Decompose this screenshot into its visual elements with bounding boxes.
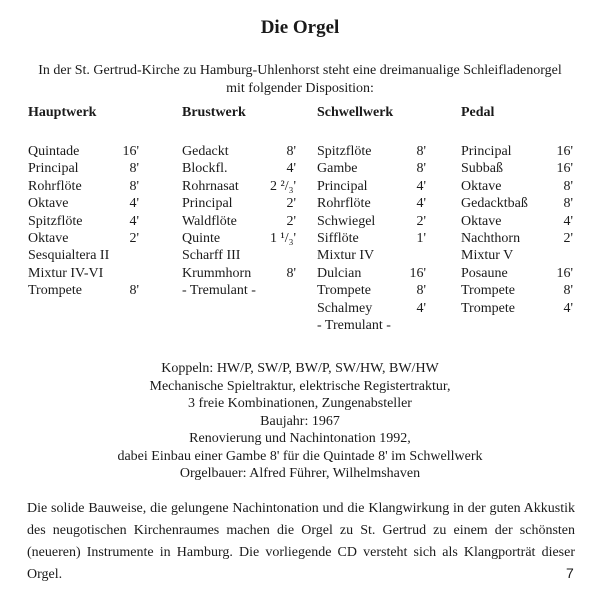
spec-line: Renovierung und Nachintonation 1992, [189,431,411,446]
division-heading: Brustwerk [182,105,246,120]
stop-row [182,160,296,177]
stop-row [461,300,573,317]
stop-row [28,178,139,195]
stop-name: Rohrflöte [28,178,82,194]
stop-pitch: 1 ¹/₃' [270,230,296,246]
stop-name: Scharff III [182,248,241,264]
stop-name: Sesquialtera II [28,248,110,264]
stop-name: Rohrnasat [182,178,239,194]
stop-name: Mixtur IV [317,248,375,264]
stop-row [317,160,426,177]
spec-line: Koppeln: HW/P, SW/P, BW/P, SW/HW, BW/HW [161,361,439,376]
page-title: Die Orgel [260,17,340,38]
stop-row [182,282,296,299]
stop-pitch: 4' [416,196,426,212]
stop-name: Blockfl. [182,161,228,177]
stop-pitch: 8' [286,265,296,281]
stop-row [461,143,573,160]
stop-name: Oktave [28,196,69,212]
stop-name: Nachthorn [461,230,521,246]
stop-pitch: 4' [563,300,573,316]
stop-row [182,230,296,247]
stop-row [28,143,139,160]
stop-pitch: 2' [286,213,296,229]
stop-pitch: 4' [286,161,296,177]
stop-pitch: 8' [563,283,573,299]
stop-name: Mixtur IV-VI [28,265,104,281]
stop-name: Mixtur V [461,248,514,264]
stop-name: Dulcian [317,265,362,281]
stop-name: Spitzflöte [317,144,372,159]
stop-row [461,282,573,299]
stop-row [317,195,426,212]
stop-row [28,265,139,282]
stop-pitch: 4' [563,213,573,229]
stop-row [28,160,139,177]
stop-row [182,195,296,212]
stop-pitch: 8' [129,178,139,194]
stop-pitch: 2' [286,196,296,212]
stop-name: Oktave [461,213,502,229]
stop-row [317,300,426,317]
stop-row [28,247,139,264]
closing-paragraph [27,498,575,586]
stop-pitch: 8' [416,161,426,177]
stop-pitch: 2' [129,230,139,246]
stop-row [317,178,426,195]
spec-line: Mechanische Spieltraktur, elektrische Registertraktur, [149,378,451,394]
stop-name: - Tremulant - [182,283,256,299]
division-heading: Hauptwerk [28,105,97,120]
stop-row [182,178,296,195]
stop-name: Spitzflöte [28,213,83,229]
stop-pitch: 16' [556,161,573,177]
stop-name: Trompete [317,283,371,299]
stop-pitch: 8' [563,196,573,212]
stop-pitch: 16' [409,265,426,281]
organ-specs [0,360,600,483]
stop-row [182,143,296,160]
stop-row [461,195,573,212]
stop-name: Sifflöte [317,230,359,246]
stop-pitch: 4' [129,213,139,229]
stop-name: Trompete [28,283,82,299]
stop-pitch: 2' [563,230,573,246]
stop-row [317,282,426,299]
stop-name: Schalmey [317,300,373,316]
stop-name: Schwiegel [317,213,376,229]
stop-row [28,230,139,247]
stop-pitch: 8' [563,178,573,194]
stop-name: Principal [182,196,233,212]
stop-name: Trompete [461,300,515,316]
stop-name: Principal [461,144,512,159]
paragraph-line: Die solide Bauweise, die gelungene Nachintonation und die Klangwirkung in der guten Akkustik [27,501,575,516]
stop-row [317,265,426,282]
stop-pitch: 8' [129,161,139,177]
intro-line: mit folgender Disposition: [226,81,374,96]
division-heading: Pedal [461,105,495,120]
division-schwellwerk [317,104,426,334]
stop-name: Trompete [461,283,515,299]
stop-name: Subbaß [461,161,503,177]
stop-row [182,265,296,282]
stop-name: Quintade [28,144,80,159]
stop-row [317,213,426,230]
division-heading: Schwellwerk [317,105,394,120]
stop-name: Oktave [461,178,502,194]
spec-line: Baujahr: 1967 [260,413,340,429]
stop-pitch: 8' [286,144,296,159]
stop-row [182,213,296,230]
division-brustwerk [182,104,296,300]
stop-pitch: 4' [129,196,139,212]
stop-name: Gedacktbaß [461,196,528,212]
stop-pitch: 2 ²/₃' [270,178,296,194]
stop-pitch: 8' [129,283,139,299]
intro-line: In der St. Gertrud-Kirche zu Hamburg-Uhlenhorst steht eine dreimanualige Schleifladenorgel [38,63,562,78]
stop-name: Quinte [182,230,221,246]
stop-pitch: 8' [416,144,426,159]
intro-text [0,62,600,98]
stop-name: Posaune [461,265,508,281]
stop-pitch: 2' [416,213,426,229]
stop-name: Waldflöte [182,213,237,229]
stop-row [461,265,573,282]
stop-name: - Tremulant - [317,317,391,333]
paragraph-line: (neueren) Instrumente in Hamburg. Die vorliegende CD versteht sich als Klangporträt dieser Orgel. [27,545,575,582]
stop-pitch: 4' [416,300,426,316]
stop-row [461,230,573,247]
stop-row [317,247,426,264]
stop-name: Krummhorn [182,265,252,281]
stop-row [182,247,296,264]
stop-row [317,143,426,160]
stop-name: Rohrflöte [317,196,371,212]
spec-line: Orgelbauer: Alfred Führer, Wilhelmshaven [179,466,421,481]
division-pedal [461,104,573,317]
stop-pitch: 1' [416,230,426,246]
stop-name: Gambe [317,161,358,177]
stop-pitch: 16' [556,265,573,281]
paragraph-line: des neugotischen Kirchenraumes machen die Orgel zu St. Gertrud zu einem der schönsten [27,523,575,538]
stop-row [461,213,573,230]
page-number: 7 [566,565,574,581]
stop-row [28,282,139,299]
stop-name: Gedackt [182,144,229,159]
stop-pitch: 4' [416,178,426,194]
stop-name: Principal [28,161,79,177]
stop-row [317,230,426,247]
stop-name: Principal [317,178,368,194]
stop-row [317,317,426,334]
stop-pitch: 8' [416,283,426,299]
stop-name: Oktave [28,230,69,246]
division-hauptwerk [28,104,139,300]
stop-row [461,160,573,177]
stop-pitch: 16' [122,144,139,159]
spec-line: dabei Einbau einer Gambe 8' für die Quintade 8' im Schwellwerk [117,448,483,464]
spec-line: 3 freie Kombinationen, Zungenabsteller [188,396,412,411]
stop-row [461,178,573,195]
stop-row [461,247,573,264]
stop-row [28,213,139,230]
stop-row [28,195,139,212]
stop-pitch: 16' [556,144,573,159]
